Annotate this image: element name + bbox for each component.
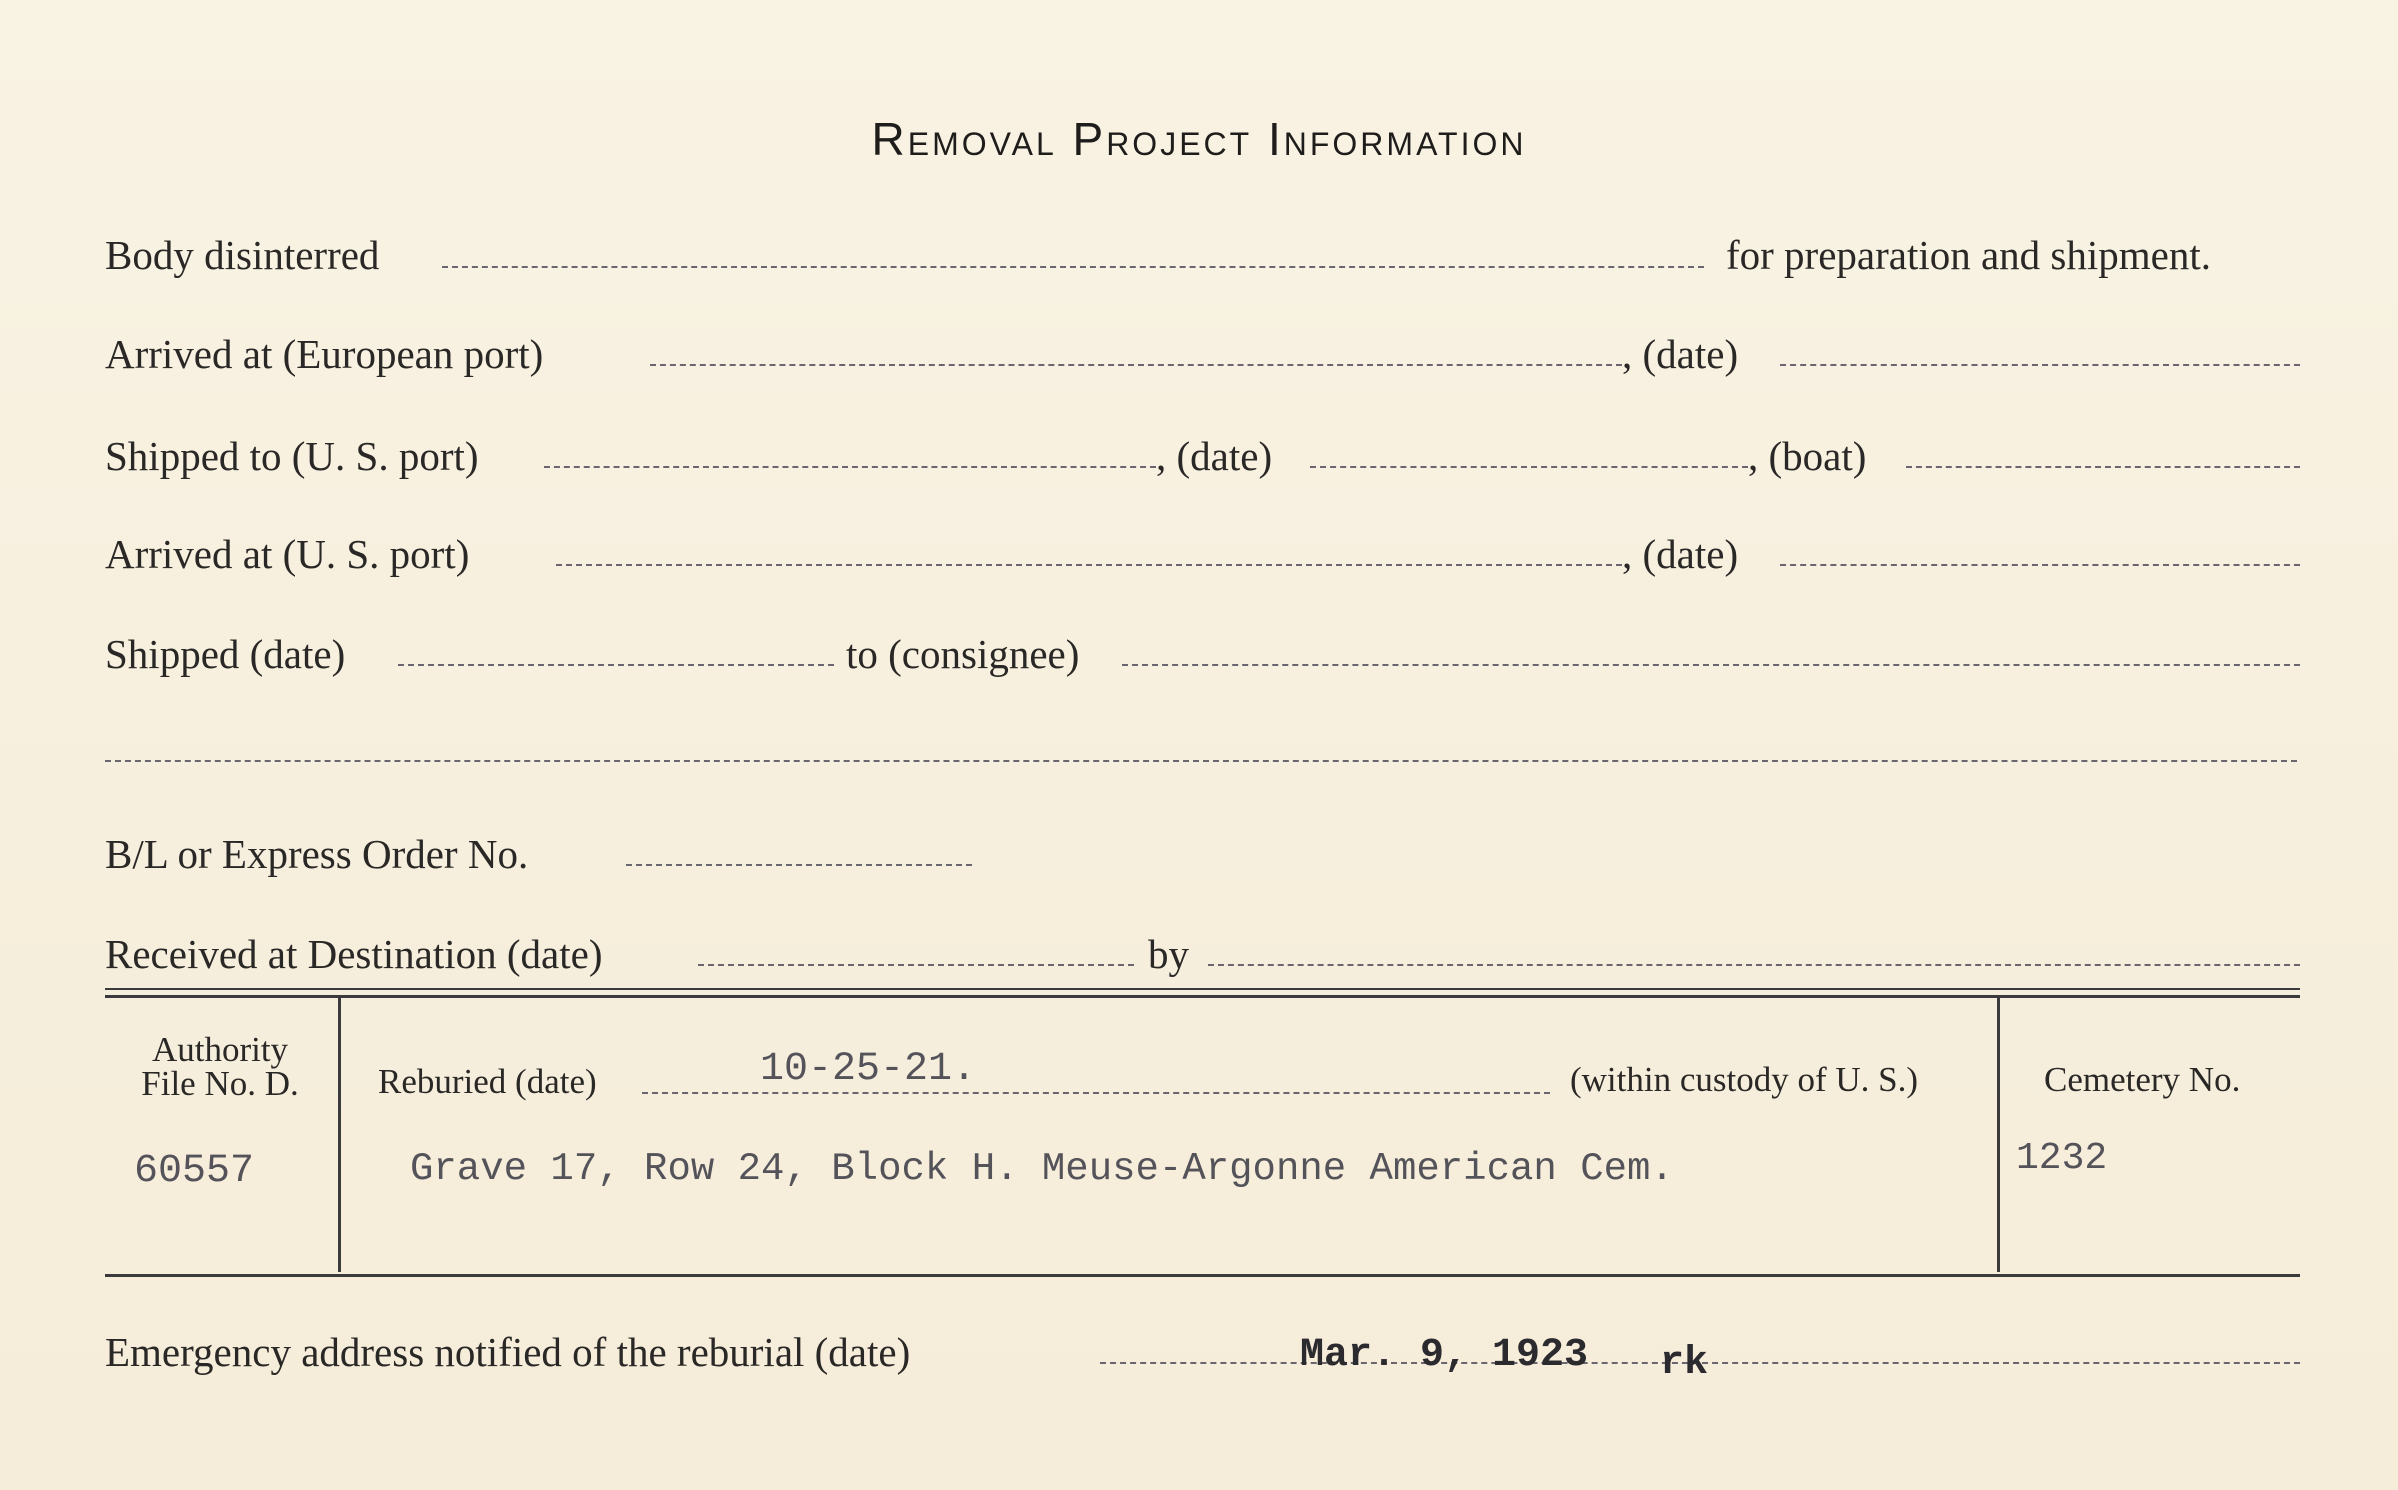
cemetery-no-label: Cemetery No. — [2044, 1060, 2241, 1099]
reburied-date-label: Reburied (date) — [378, 1062, 597, 1101]
reburied-date-value: 10-25-21. — [760, 1047, 977, 1092]
received-by-line — [1208, 964, 2300, 966]
boat-line — [1906, 466, 2300, 468]
bl-order-label: B/L or Express Order No. — [105, 831, 529, 877]
emergency-initials-value: rk — [1660, 1341, 1709, 1386]
received-by-label: by — [1148, 931, 1189, 977]
arrived-us-date-line — [1780, 564, 2300, 566]
shipped-date-line — [1310, 466, 1748, 468]
received-destination-label: Received at Destination (date) — [105, 931, 603, 977]
european-port-line — [650, 364, 1622, 366]
arrived-us-port-line — [556, 564, 1622, 566]
arrived-european-date-label: , (date) — [1622, 331, 1739, 377]
consignee-continuation-line — [105, 760, 2297, 762]
bl-order-line — [626, 864, 972, 866]
preparation-shipment-label: for preparation and shipment. — [1726, 232, 2212, 278]
body-disinterred-line — [442, 266, 1704, 268]
custody-label: (within custody of U. S.) — [1570, 1060, 1919, 1099]
grave-location-value: Grave 17, Row 24, Block H. Meuse-Argonne American Cem. — [410, 1147, 1674, 1191]
consignee-label: to (consignee) — [846, 631, 1080, 677]
body-disinterred-label: Body disinterred — [105, 232, 380, 278]
emergency-date-value: Mar. 9, 1923 — [1300, 1333, 1589, 1378]
us-port-line — [544, 466, 1156, 468]
arrived-us-port-label: Arrived at (U. S. port) — [105, 531, 470, 577]
box-bottom-rule — [105, 1274, 2300, 1277]
emergency-notified-label: Emergency address notified of the reburial (date) — [105, 1329, 911, 1375]
box-divider-right — [1997, 998, 2000, 1272]
cemetery-number-value: 1232 — [2016, 1137, 2108, 1180]
shipped-to-us-port-label: Shipped to (U. S. port) — [105, 433, 479, 479]
shipped-date-label: , (date) — [1156, 433, 1273, 479]
shipped-date-row-label: Shipped (date) — [105, 631, 346, 677]
card-title: Removal Project Information — [871, 113, 1527, 165]
reburied-date-line — [642, 1092, 1550, 1094]
boat-label: , (boat) — [1748, 433, 1867, 479]
box-top-rule-2 — [105, 995, 2300, 998]
file-no-label: File No. D. — [141, 1064, 299, 1103]
arrived-european-date-line — [1780, 364, 2300, 366]
file-number-value: 60557 — [134, 1149, 255, 1194]
arrived-european-port-label: Arrived at (European port) — [105, 331, 544, 377]
received-date-line — [698, 964, 1134, 966]
consignee-line — [1122, 664, 2300, 666]
shipped-date-row-line — [398, 664, 834, 666]
arrived-us-date-label: , (date) — [1622, 531, 1739, 577]
box-top-rule-1 — [105, 988, 2300, 990]
authority-label: Authority — [151, 1030, 289, 1069]
box-divider-left — [338, 998, 341, 1272]
